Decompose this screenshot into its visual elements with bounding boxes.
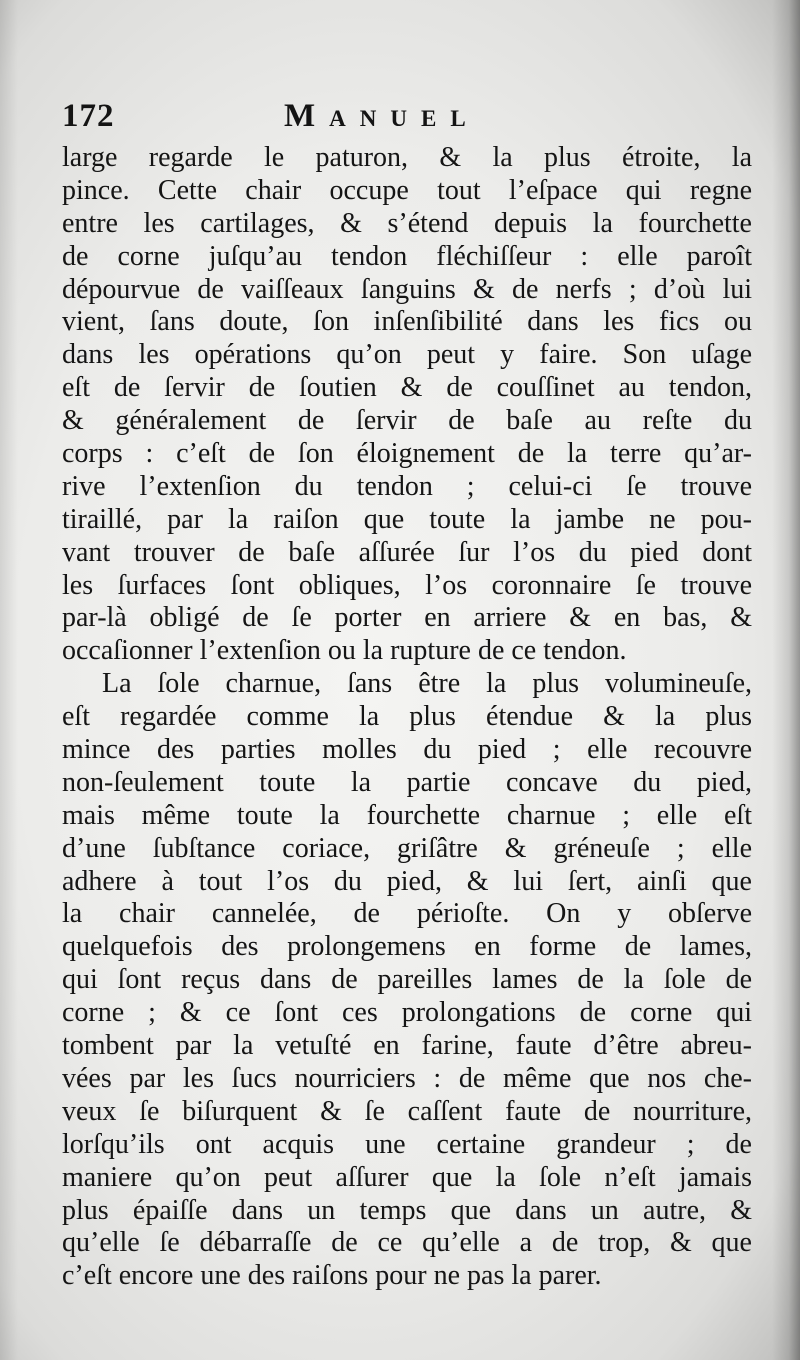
text-line: lorſqu’ils ont acquis une certaine grandeur ; de <box>62 1128 752 1160</box>
text-line: plus épaiſſe dans un temps que dans un autre, & <box>62 1194 752 1226</box>
text-line: rive l’extenſion du tendon ; celui-ci ſe trouve <box>62 470 752 502</box>
text-line: qui ſont reçus dans de pareilles lames de la ſole de <box>62 964 752 996</box>
page-gutter-shadow <box>0 0 18 1360</box>
text-line: entre les cartilages, & s’étend depuis la fourchette <box>62 207 752 239</box>
text-line: par-là obligé de ſe porter en arriere & en bas, & <box>62 602 752 634</box>
text-line: tombent par la vetuſté en farine, faute d’être abreu- <box>62 1030 752 1062</box>
text-line: maniere qu’on peut aſſurer que la ſole n’eſt jamais <box>62 1161 752 1193</box>
text-line: qu’elle ſe débarraſſe de ce qu’elle a de trop, & que <box>62 1227 752 1259</box>
page-number: 172 <box>62 98 115 134</box>
text-line: dans les opérations qu’on peut y faire. Son uſage <box>62 339 752 371</box>
text-line: eſt regardée comme la plus étendue & la plus <box>62 701 752 733</box>
text-line: c’eſt encore une des raiſons pour ne pas la parer. <box>62 1260 602 1292</box>
text-line: & généralement de ſervir de baſe au reſte du <box>62 405 752 437</box>
text-line: eſt de ſervir de ſoutien & de couſſinet au tendon, <box>62 372 752 404</box>
text-line: occaſionner l’extenſion ou la rupture de ce tendon. <box>62 635 627 667</box>
text-line: quelquefois des prolongemens en forme de lames, <box>62 931 752 963</box>
text-line: adhere à tout l’os du pied, & lui ſert, ainſi que <box>62 865 752 897</box>
text-line: veux ſe biſurquent & ſe caſſent faute de nourriture, <box>62 1095 752 1127</box>
text-line: la chair cannelée, de périoſte. On y obſerve <box>62 898 752 930</box>
page-edge-shadow <box>772 0 800 1360</box>
paragraph <box>62 142 752 668</box>
text-line: corne ; & ce ſont ces prolongations de corne qui <box>62 997 752 1029</box>
paragraph <box>62 668 752 1293</box>
text-line: vient, ſans doute, ſon inſenſibilité dans les fics ou <box>62 306 752 338</box>
text-line: d’une ſubſtance coriace, griſâtre & gréneuſe ; elle <box>62 832 752 864</box>
text-line: large regarde le paturon, & la plus étroite, la <box>62 142 752 173</box>
text-line: non-ſeulement toute la partie concave du pied, <box>62 766 752 798</box>
text-line: mince des parties molles du pied ; elle recouvre <box>62 734 752 766</box>
text-line: vées par les ſucs nourriciers : de même que nos che- <box>62 1062 752 1094</box>
page-header <box>62 98 752 138</box>
text-line: de corne juſqu’au tendon fléchiſſeur : elle paroît <box>62 240 752 272</box>
text-line: corps : c’eſt de ſon éloignement de la terre qu’ar- <box>62 438 752 470</box>
text-line: La ſole charnue, ſans être la plus volumineuſe, <box>102 668 752 700</box>
text-line: mais même toute la fourchette charnue ; elle eſt <box>62 799 752 831</box>
text-line: dépourvue de vaiſſeaux ſanguins & de nerfs ; d’où lui <box>62 273 752 305</box>
text-line: pince. Cette chair occupe tout l’eſpace qui regne <box>62 174 752 206</box>
text-line: tiraillé, par la raiſon que toute la jambe ne pou- <box>62 503 752 535</box>
text-line: les ſurfaces ſont obliques, l’os coronnaire ſe trouve <box>62 569 752 601</box>
running-head: Manuel <box>284 98 480 134</box>
text-line: vant trouver de baſe aſſurée ſur l’os du pied dont <box>62 536 752 568</box>
body-text <box>62 142 752 1293</box>
